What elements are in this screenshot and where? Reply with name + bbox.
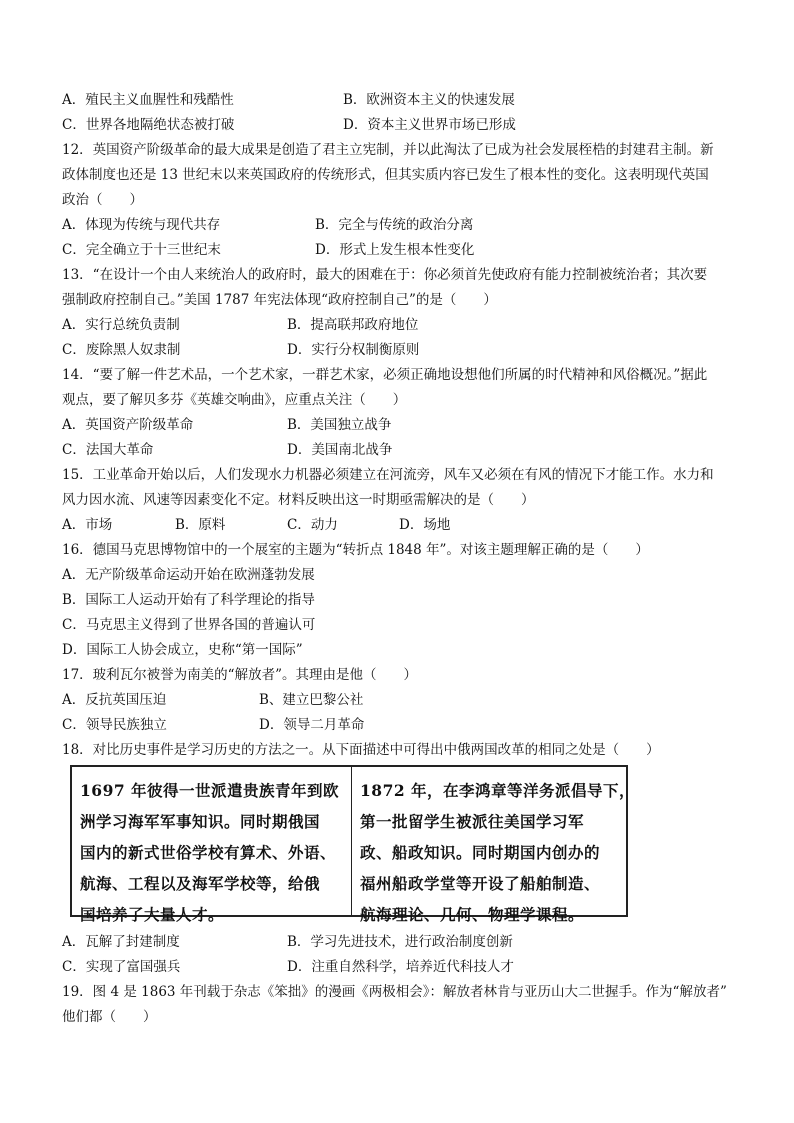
q18-comparison-table (70, 765, 636, 924)
q14-option-d[interactable]: D．美国南北战争 (287, 442, 393, 458)
q12-option-d[interactable]: D．形式上发生根本性变化 (315, 242, 475, 258)
q15-option-c[interactable]: C．动力 (287, 517, 338, 533)
q12-option-c[interactable]: C．完全确立于十三世纪末 (62, 242, 221, 258)
q14-option-c[interactable]: C．法国大革命 (62, 442, 154, 458)
q18-russia-line: 航海、工程以及海军学校等，给俄 (80, 874, 321, 893)
q18-china-line: 航海理论、几何、物理学课程。 (360, 905, 585, 924)
q18-china-line: 第一批留学生被派往美国学习军 (360, 812, 585, 831)
q13-option-a[interactable]: A．实行总统负责制 (62, 317, 180, 333)
q18-russia-cell (72, 767, 352, 924)
q15-option-b[interactable]: B．原料 (175, 517, 226, 533)
q11-option-b[interactable]: B．欧洲资本主义的快速发展 (343, 92, 515, 108)
q16-option-d[interactable]: D．国际工人协会成立，史称“第一国际” (62, 642, 303, 658)
q11-option-d[interactable]: D．资本主义世界市场已形成 (343, 117, 516, 133)
q18-option-c[interactable]: C．实现了富国强兵 (62, 959, 181, 975)
q15-stem-line1: 15．工业革命开始以后，人们发现水力机器必须建立在河流旁，风车又必须在有风的情况下才能工作。水力和 (62, 467, 714, 483)
q14-stem-line2: 观点，要了解贝多芬《英雄交响曲》，应重点关注（ ） (62, 392, 407, 408)
q12-stem-line2: 政体制度也还是 13 世纪末以来英国政府的传统形式，但其实质内容已发生了根本性的变化。这表明现代英国 (62, 167, 709, 183)
q18-china-line: 政、船政知识。同时期国内创办的 (360, 843, 601, 862)
q12-option-a[interactable]: A．体现为传统与现代共存 (62, 217, 221, 233)
q16-option-b[interactable]: B．国际工人运动开始有了科学理论的指导 (62, 592, 315, 608)
q11-option-c[interactable]: C．世界各地隔绝状态被打破 (62, 117, 235, 133)
q14-option-a[interactable]: A．英国资产阶级革命 (62, 417, 194, 433)
q11-option-a[interactable]: A．殖民主义血腥性和残酷性 (62, 92, 234, 108)
q18-china-line: 1872 年，在李鸿章等洋务派倡导下， (360, 781, 636, 800)
q17-option-b[interactable]: B、建立巴黎公社 (259, 692, 364, 708)
q13-stem-line1: 13．“在设计一个由人来统治人的政府时，最大的困难在于：你必须首先使政府有能力控制被统治者；其次要 (62, 267, 708, 283)
q18-option-a[interactable]: A．瓦解了封建制度 (62, 934, 180, 950)
q12-stem-line1: 12．英国资产阶级革命的最大成果是创造了君主立宪制，并以此淘汰了已成为社会发展桎梏的封建君主制。新 (62, 142, 714, 158)
q14-stem-line1: 14．“要了解一件艺术品，一个艺术家，一群艺术家，必须正确地设想他们所属的时代精神和风俗概况。”据此 (62, 367, 708, 383)
q17-stem: 17．玻利瓦尔被誉为南美的“解放者”。其理由是他（ ） (62, 667, 417, 683)
q19-stem-line2: 他们都（ ） (62, 1009, 157, 1025)
q17-option-a[interactable]: A．反抗英国压迫 (62, 692, 167, 708)
q18-china-cell (352, 767, 636, 924)
q18-china-line: 福州船政学堂等开设了船舶制造、 (360, 874, 601, 893)
q17-option-c[interactable]: C．领导民族独立 (62, 717, 167, 733)
q15-option-d[interactable]: D．场地 (399, 517, 451, 533)
q14-option-b[interactable]: B．美国独立战争 (287, 417, 392, 433)
q13-option-d[interactable]: D．实行分权制衡原则 (287, 342, 420, 358)
q13-stem-line2: 强制政府控制自己。”美国 1787 年宪法体现“政府控制自己”的是（ ） (62, 292, 497, 308)
q12-option-b[interactable]: B．完全与传统的政治分离 (315, 217, 474, 233)
q15-stem-line2: 风力因水流、风速等因素变化不定。材料反映出这一时期亟需解决的是（ ） (62, 492, 535, 508)
q18-stem: 18．对比历史事件是学习历史的方法之一。从下面描述中可得出中俄两国改革的相同之处是（ ） (62, 742, 660, 758)
q18-option-b[interactable]: B．学习先进技术，进行政治制度创新 (287, 934, 513, 950)
q18-russia-line: 1697 年彼得一世派遣贵族青年到欧 (80, 781, 340, 800)
q16-option-c[interactable]: C．马克思主义得到了世界各国的普遍认可 (62, 617, 316, 633)
q18-russia-line: 洲学习海军军事知识。同时期俄国 (80, 812, 321, 831)
q18-russia-line: 国培养了大量人才。 (80, 905, 225, 924)
q18-russia-line: 国内的新式世俗学校有算术、外语、 (80, 843, 337, 862)
q16-option-a[interactable]: A．无产阶级革命运动开始在欧洲蓬勃发展 (62, 567, 315, 583)
q12-stem-line3: 政治（ ） (62, 192, 143, 208)
q13-option-c[interactable]: C．废除黑人奴隶制 (62, 342, 181, 358)
q13-option-b[interactable]: B．提高联邦政府地位 (287, 317, 419, 333)
q18-option-d[interactable]: D．注重自然科学，培养近代科技人才 (287, 959, 514, 975)
q17-option-d[interactable]: D．领导二月革命 (259, 717, 365, 733)
q16-stem: 16．德国马克思博物馆中的一个展室的主题为“转折点 1848 年”。对该主题理解正确的是（ ） (62, 542, 649, 558)
q15-option-a[interactable]: A．市场 (62, 517, 113, 533)
q19-stem-line1: 19．图 4 是 1863 年刊载于杂志《笨拙》的漫画《两极相会》：解放者林肯与亚历山大二世握手。作为“解放者” (62, 984, 727, 1000)
